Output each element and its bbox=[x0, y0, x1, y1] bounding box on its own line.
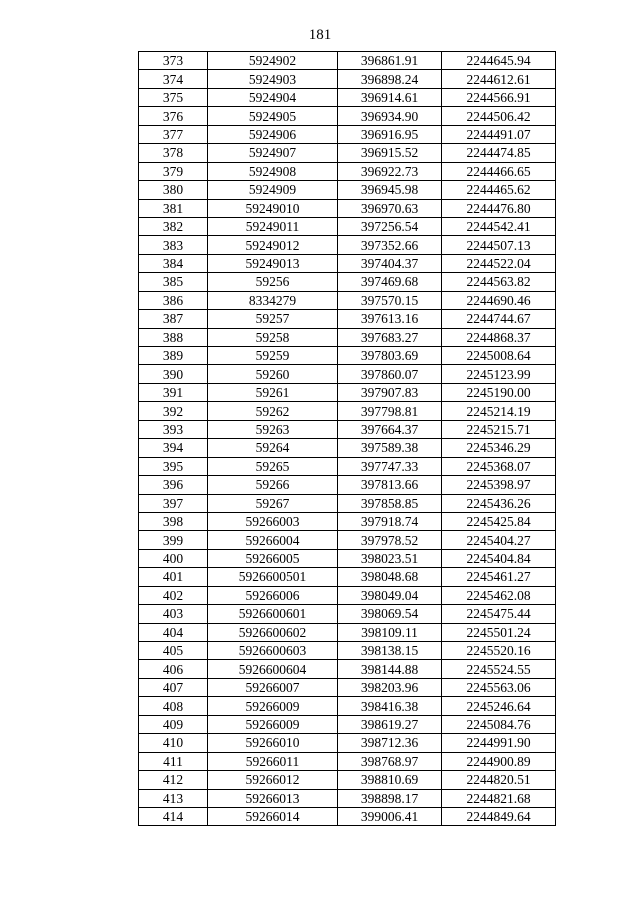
point-id-cell: 59266003 bbox=[208, 512, 338, 530]
x-coordinate-cell: 396934.90 bbox=[338, 107, 442, 125]
point-index-cell: 386 bbox=[139, 291, 208, 309]
point-id-cell: 5926600604 bbox=[208, 660, 338, 678]
point-index-cell: 406 bbox=[139, 660, 208, 678]
y-coordinate-cell: 2244491.07 bbox=[442, 125, 556, 143]
point-index-cell: 405 bbox=[139, 642, 208, 660]
point-id-cell: 59266009 bbox=[208, 715, 338, 733]
x-coordinate-cell: 397683.27 bbox=[338, 328, 442, 346]
y-coordinate-cell: 2245215.71 bbox=[442, 420, 556, 438]
x-coordinate-cell: 397589.38 bbox=[338, 439, 442, 457]
point-index-cell: 377 bbox=[139, 125, 208, 143]
point-id-cell: 59267 bbox=[208, 494, 338, 512]
x-coordinate-cell: 397352.66 bbox=[338, 236, 442, 254]
point-index-cell: 392 bbox=[139, 402, 208, 420]
point-id-cell: 5926600501 bbox=[208, 568, 338, 586]
point-index-cell: 402 bbox=[139, 586, 208, 604]
y-coordinate-cell: 2245084.76 bbox=[442, 715, 556, 733]
table-row bbox=[139, 660, 556, 678]
table-row bbox=[139, 678, 556, 696]
point-index-cell: 407 bbox=[139, 678, 208, 696]
table-row bbox=[139, 476, 556, 494]
y-coordinate-cell: 2245520.16 bbox=[442, 642, 556, 660]
point-id-cell: 59266007 bbox=[208, 678, 338, 696]
point-id-cell: 5924903 bbox=[208, 70, 338, 88]
x-coordinate-cell: 398768.97 bbox=[338, 752, 442, 770]
x-coordinate-cell: 398898.17 bbox=[338, 789, 442, 807]
y-coordinate-cell: 2245346.29 bbox=[442, 439, 556, 457]
table-row bbox=[139, 807, 556, 825]
point-index-cell: 390 bbox=[139, 365, 208, 383]
y-coordinate-cell: 2245436.26 bbox=[442, 494, 556, 512]
y-coordinate-cell: 2245501.24 bbox=[442, 623, 556, 641]
point-id-cell: 59259 bbox=[208, 347, 338, 365]
point-index-cell: 380 bbox=[139, 181, 208, 199]
y-coordinate-cell: 2245368.07 bbox=[442, 457, 556, 475]
table-row bbox=[139, 181, 556, 199]
table-row bbox=[139, 549, 556, 567]
point-index-cell: 376 bbox=[139, 107, 208, 125]
point-id-cell: 59266009 bbox=[208, 697, 338, 715]
table-row bbox=[139, 439, 556, 457]
table-row bbox=[139, 420, 556, 438]
y-coordinate-cell: 2245214.19 bbox=[442, 402, 556, 420]
table-row bbox=[139, 162, 556, 180]
x-coordinate-cell: 398069.54 bbox=[338, 605, 442, 623]
y-coordinate-cell: 2244991.90 bbox=[442, 734, 556, 752]
table-row bbox=[139, 217, 556, 235]
x-coordinate-cell: 397404.37 bbox=[338, 254, 442, 272]
point-id-cell: 5924909 bbox=[208, 181, 338, 199]
x-coordinate-cell: 396970.63 bbox=[338, 199, 442, 217]
table-row bbox=[139, 383, 556, 401]
point-index-cell: 399 bbox=[139, 531, 208, 549]
x-coordinate-cell: 397613.16 bbox=[338, 310, 442, 328]
y-coordinate-cell: 2245398.97 bbox=[442, 476, 556, 494]
x-coordinate-cell: 398109.11 bbox=[338, 623, 442, 641]
point-index-cell: 412 bbox=[139, 771, 208, 789]
table-row bbox=[139, 531, 556, 549]
point-index-cell: 391 bbox=[139, 383, 208, 401]
point-index-cell: 379 bbox=[139, 162, 208, 180]
point-index-cell: 388 bbox=[139, 328, 208, 346]
x-coordinate-cell: 398810.69 bbox=[338, 771, 442, 789]
point-id-cell: 59249010 bbox=[208, 199, 338, 217]
point-id-cell: 59266013 bbox=[208, 789, 338, 807]
table-row bbox=[139, 586, 556, 604]
point-index-cell: 389 bbox=[139, 347, 208, 365]
point-id-cell: 59257 bbox=[208, 310, 338, 328]
point-index-cell: 414 bbox=[139, 807, 208, 825]
point-index-cell: 411 bbox=[139, 752, 208, 770]
y-coordinate-cell: 2245461.27 bbox=[442, 568, 556, 586]
x-coordinate-cell: 397803.69 bbox=[338, 347, 442, 365]
x-coordinate-cell: 396914.61 bbox=[338, 88, 442, 106]
y-coordinate-cell: 2245475.44 bbox=[442, 605, 556, 623]
point-index-cell: 403 bbox=[139, 605, 208, 623]
y-coordinate-cell: 2245123.99 bbox=[442, 365, 556, 383]
table-row bbox=[139, 328, 556, 346]
y-coordinate-cell: 2245425.84 bbox=[442, 512, 556, 530]
y-coordinate-cell: 2244820.51 bbox=[442, 771, 556, 789]
point-id-cell: 59266014 bbox=[208, 807, 338, 825]
y-coordinate-cell: 2244465.62 bbox=[442, 181, 556, 199]
table-row bbox=[139, 568, 556, 586]
table-row bbox=[139, 144, 556, 162]
point-index-cell: 383 bbox=[139, 236, 208, 254]
point-id-cell: 5926600601 bbox=[208, 605, 338, 623]
x-coordinate-cell: 398049.04 bbox=[338, 586, 442, 604]
x-coordinate-cell: 398023.51 bbox=[338, 549, 442, 567]
point-id-cell: 59266 bbox=[208, 476, 338, 494]
table-row bbox=[139, 734, 556, 752]
table-row bbox=[139, 771, 556, 789]
table-row bbox=[139, 199, 556, 217]
y-coordinate-cell: 2244612.61 bbox=[442, 70, 556, 88]
x-coordinate-cell: 397978.52 bbox=[338, 531, 442, 549]
point-index-cell: 382 bbox=[139, 217, 208, 235]
point-index-cell: 375 bbox=[139, 88, 208, 106]
x-coordinate-cell: 397798.81 bbox=[338, 402, 442, 420]
point-id-cell: 59266012 bbox=[208, 771, 338, 789]
x-coordinate-cell: 397907.83 bbox=[338, 383, 442, 401]
y-coordinate-cell: 2244507.13 bbox=[442, 236, 556, 254]
table-row bbox=[139, 789, 556, 807]
point-id-cell: 59249011 bbox=[208, 217, 338, 235]
point-id-cell: 5924907 bbox=[208, 144, 338, 162]
x-coordinate-cell: 397469.68 bbox=[338, 273, 442, 291]
y-coordinate-cell: 2244821.68 bbox=[442, 789, 556, 807]
table-row bbox=[139, 107, 556, 125]
x-coordinate-cell: 397664.37 bbox=[338, 420, 442, 438]
point-id-cell: 59265 bbox=[208, 457, 338, 475]
point-index-cell: 378 bbox=[139, 144, 208, 162]
point-index-cell: 393 bbox=[139, 420, 208, 438]
x-coordinate-cell: 397858.85 bbox=[338, 494, 442, 512]
table-row bbox=[139, 273, 556, 291]
coordinates-table-body bbox=[139, 52, 556, 826]
coordinates-table bbox=[138, 51, 556, 826]
y-coordinate-cell: 2245404.84 bbox=[442, 549, 556, 567]
x-coordinate-cell: 397813.66 bbox=[338, 476, 442, 494]
point-index-cell: 400 bbox=[139, 549, 208, 567]
y-coordinate-cell: 2245008.64 bbox=[442, 347, 556, 365]
point-id-cell: 5926600603 bbox=[208, 642, 338, 660]
x-coordinate-cell: 398144.88 bbox=[338, 660, 442, 678]
table-row bbox=[139, 715, 556, 733]
point-index-cell: 384 bbox=[139, 254, 208, 272]
y-coordinate-cell: 2244476.80 bbox=[442, 199, 556, 217]
point-id-cell: 5926600602 bbox=[208, 623, 338, 641]
point-index-cell: 381 bbox=[139, 199, 208, 217]
y-coordinate-cell: 2244690.46 bbox=[442, 291, 556, 309]
table-row bbox=[139, 236, 556, 254]
point-id-cell: 5924902 bbox=[208, 52, 338, 70]
table-row bbox=[139, 697, 556, 715]
point-id-cell: 59249013 bbox=[208, 254, 338, 272]
table-row bbox=[139, 752, 556, 770]
point-id-cell: 59262 bbox=[208, 402, 338, 420]
point-id-cell: 59260 bbox=[208, 365, 338, 383]
y-coordinate-cell: 2244542.41 bbox=[442, 217, 556, 235]
point-id-cell: 59249012 bbox=[208, 236, 338, 254]
point-index-cell: 413 bbox=[139, 789, 208, 807]
x-coordinate-cell: 396861.91 bbox=[338, 52, 442, 70]
x-coordinate-cell: 399006.41 bbox=[338, 807, 442, 825]
point-index-cell: 410 bbox=[139, 734, 208, 752]
x-coordinate-cell: 396915.52 bbox=[338, 144, 442, 162]
table-row bbox=[139, 402, 556, 420]
x-coordinate-cell: 397918.74 bbox=[338, 512, 442, 530]
x-coordinate-cell: 398138.15 bbox=[338, 642, 442, 660]
point-id-cell: 5924908 bbox=[208, 162, 338, 180]
point-id-cell: 59263 bbox=[208, 420, 338, 438]
x-coordinate-cell: 396945.98 bbox=[338, 181, 442, 199]
table-row bbox=[139, 605, 556, 623]
y-coordinate-cell: 2245190.00 bbox=[442, 383, 556, 401]
y-coordinate-cell: 2245404.27 bbox=[442, 531, 556, 549]
point-index-cell: 394 bbox=[139, 439, 208, 457]
point-id-cell: 59266011 bbox=[208, 752, 338, 770]
point-id-cell: 59258 bbox=[208, 328, 338, 346]
point-id-cell: 5924906 bbox=[208, 125, 338, 143]
point-index-cell: 409 bbox=[139, 715, 208, 733]
y-coordinate-cell: 2244645.94 bbox=[442, 52, 556, 70]
page-number: 181 bbox=[308, 27, 332, 43]
x-coordinate-cell: 398416.38 bbox=[338, 697, 442, 715]
x-coordinate-cell: 397747.33 bbox=[338, 457, 442, 475]
point-index-cell: 401 bbox=[139, 568, 208, 586]
y-coordinate-cell: 2244849.64 bbox=[442, 807, 556, 825]
table-row bbox=[139, 291, 556, 309]
table-row bbox=[139, 494, 556, 512]
y-coordinate-cell: 2245563.06 bbox=[442, 678, 556, 696]
y-coordinate-cell: 2244563.82 bbox=[442, 273, 556, 291]
point-index-cell: 385 bbox=[139, 273, 208, 291]
y-coordinate-cell: 2245246.64 bbox=[442, 697, 556, 715]
point-index-cell: 408 bbox=[139, 697, 208, 715]
point-id-cell: 59264 bbox=[208, 439, 338, 457]
table-row bbox=[139, 70, 556, 88]
x-coordinate-cell: 396916.95 bbox=[338, 125, 442, 143]
y-coordinate-cell: 2244868.37 bbox=[442, 328, 556, 346]
point-index-cell: 373 bbox=[139, 52, 208, 70]
table-row bbox=[139, 512, 556, 530]
point-index-cell: 395 bbox=[139, 457, 208, 475]
y-coordinate-cell: 2244744.67 bbox=[442, 310, 556, 328]
point-index-cell: 396 bbox=[139, 476, 208, 494]
table-row bbox=[139, 457, 556, 475]
point-id-cell: 8334279 bbox=[208, 291, 338, 309]
point-id-cell: 59256 bbox=[208, 273, 338, 291]
x-coordinate-cell: 396922.73 bbox=[338, 162, 442, 180]
x-coordinate-cell: 397860.07 bbox=[338, 365, 442, 383]
point-id-cell: 59261 bbox=[208, 383, 338, 401]
x-coordinate-cell: 398712.36 bbox=[338, 734, 442, 752]
point-id-cell: 59266010 bbox=[208, 734, 338, 752]
point-index-cell: 404 bbox=[139, 623, 208, 641]
point-id-cell: 5924905 bbox=[208, 107, 338, 125]
point-id-cell: 59266006 bbox=[208, 586, 338, 604]
x-coordinate-cell: 398048.68 bbox=[338, 568, 442, 586]
point-index-cell: 387 bbox=[139, 310, 208, 328]
y-coordinate-cell: 2244506.42 bbox=[442, 107, 556, 125]
table-row bbox=[139, 254, 556, 272]
table-row bbox=[139, 623, 556, 641]
y-coordinate-cell: 2244466.65 bbox=[442, 162, 556, 180]
table-row bbox=[139, 52, 556, 70]
point-index-cell: 397 bbox=[139, 494, 208, 512]
y-coordinate-cell: 2244474.85 bbox=[442, 144, 556, 162]
table-row bbox=[139, 88, 556, 106]
x-coordinate-cell: 397256.54 bbox=[338, 217, 442, 235]
point-index-cell: 398 bbox=[139, 512, 208, 530]
point-id-cell: 59266004 bbox=[208, 531, 338, 549]
y-coordinate-cell: 2244566.91 bbox=[442, 88, 556, 106]
y-coordinate-cell: 2244522.04 bbox=[442, 254, 556, 272]
table-row bbox=[139, 347, 556, 365]
x-coordinate-cell: 398619.27 bbox=[338, 715, 442, 733]
y-coordinate-cell: 2245524.55 bbox=[442, 660, 556, 678]
y-coordinate-cell: 2244900.89 bbox=[442, 752, 556, 770]
table-row bbox=[139, 310, 556, 328]
point-id-cell: 5924904 bbox=[208, 88, 338, 106]
table-row bbox=[139, 365, 556, 383]
x-coordinate-cell: 397570.15 bbox=[338, 291, 442, 309]
point-id-cell: 59266005 bbox=[208, 549, 338, 567]
point-index-cell: 374 bbox=[139, 70, 208, 88]
x-coordinate-cell: 398203.96 bbox=[338, 678, 442, 696]
x-coordinate-cell: 396898.24 bbox=[338, 70, 442, 88]
table-row bbox=[139, 125, 556, 143]
y-coordinate-cell: 2245462.08 bbox=[442, 586, 556, 604]
table-row bbox=[139, 642, 556, 660]
